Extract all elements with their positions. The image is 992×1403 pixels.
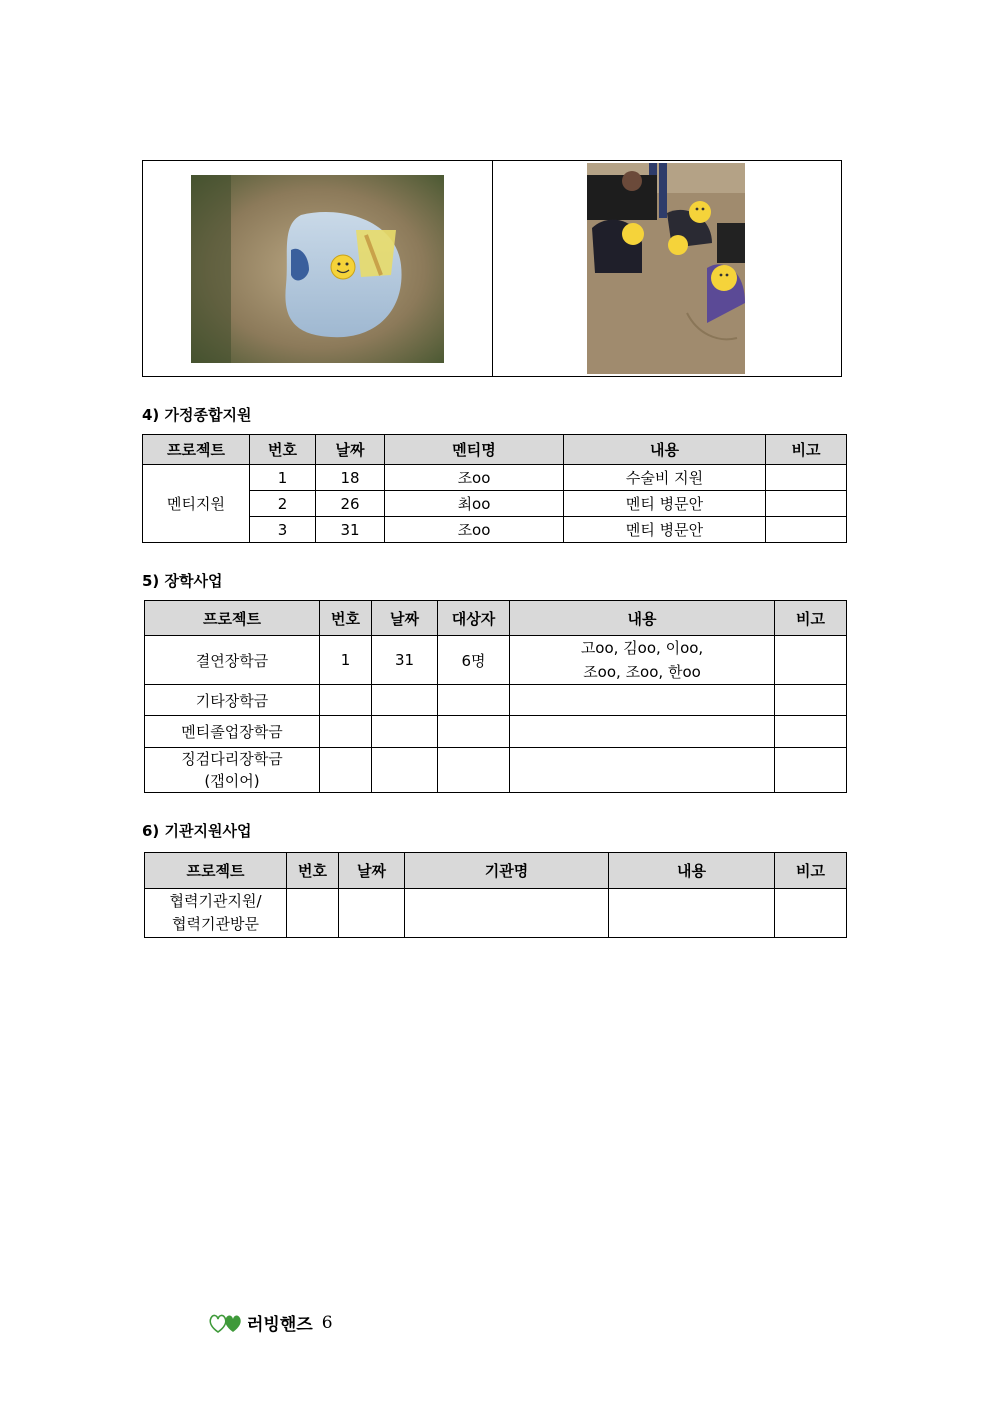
header-organization: 기관명 [405,853,609,889]
page-number: 6 [321,1312,333,1333]
header-content: 내용 [609,853,775,889]
two-hearts-logo-icon [208,1311,244,1335]
header-date: 날짜 [316,435,385,465]
cell-date: 18 [316,465,385,491]
footer-logo [208,1310,333,1335]
table-header-row [145,853,847,889]
project-line: 징검다리장학금 [181,750,283,768]
cell-date: 26 [316,491,385,517]
cell-date [372,685,438,716]
cell-organization [405,889,609,938]
header-project: 프로젝트 [145,853,287,889]
header-target: 대상자 [438,601,510,636]
cell-mentee: 조oo [385,517,564,543]
cell-mentee: 조oo [385,465,564,491]
photo-cell-right [492,161,842,376]
photo-table [142,160,842,377]
header-date: 날짜 [372,601,438,636]
cell-number [287,889,339,938]
table-row [145,889,847,938]
table-header-row [145,601,847,636]
header-number: 번호 [250,435,316,465]
table-header-row [143,435,847,465]
cell-content [510,685,775,716]
section5-table [144,600,847,793]
header-project: 프로젝트 [145,601,320,636]
cell-content [510,748,775,793]
header-note: 비고 [766,435,847,465]
cell-content [510,636,775,685]
table-row [145,748,847,793]
cell-target [438,748,510,793]
cell-date: 31 [316,517,385,543]
cell-note [775,716,847,748]
cell-note [775,636,847,685]
cell-content: 멘티 병문안 [564,517,766,543]
header-number: 번호 [287,853,339,889]
photo-cell-left [143,161,492,376]
header-content: 내용 [510,601,775,636]
cell-target [438,716,510,748]
cell-date [372,748,438,793]
cell-note [775,748,847,793]
cell-note [766,491,847,517]
cell-number: 1 [250,465,316,491]
cell-target: 6명 [438,636,510,685]
section6-heading: 6) 기관지원사업 [142,822,252,840]
cell-date [372,716,438,748]
cell-number [320,716,372,748]
cell-project [145,748,320,793]
table-row [143,465,847,491]
cell-note [775,685,847,716]
project-line: 협력기관방문 [172,915,259,933]
cell-project: 멘티졸업장학금 [145,716,320,748]
table-row [145,636,847,685]
header-number: 번호 [320,601,372,636]
content-line: 고oo, 김oo, 이oo, [580,639,704,657]
header-note: 비고 [775,853,847,889]
header-project: 프로젝트 [143,435,250,465]
sand-hole-photo [191,175,444,363]
cell-date [339,889,405,938]
content-line: 조oo, 조oo, 한oo [583,663,701,681]
cell-project: 결연장학금 [145,636,320,685]
header-note: 비고 [775,601,847,636]
cell-mentee: 최oo [385,491,564,517]
cell-project: 기타장학금 [145,685,320,716]
section4-heading: 4) 가정종합지원 [142,406,252,424]
cell-content: 멘티 병문안 [564,491,766,517]
section4-table [142,434,847,543]
cell-content: 수술비 지원 [564,465,766,491]
table-row [145,716,847,748]
cell-note [766,465,847,491]
header-content: 내용 [564,435,766,465]
cell-number: 1 [320,636,372,685]
logo-text: 러빙핸즈 [247,1315,313,1335]
cell-note [775,889,847,938]
cell-date: 31 [372,636,438,685]
cell-number [320,685,372,716]
table-row [145,685,847,716]
section6-table [144,852,847,938]
project-line: 협력기관지원/ [169,892,262,910]
cell-number: 2 [250,491,316,517]
cell-project [145,889,287,938]
cell-number: 3 [250,517,316,543]
header-mentee: 멘티명 [385,435,564,465]
header-date: 날짜 [339,853,405,889]
cell-content [510,716,775,748]
beach-sand-play-photo [587,163,745,374]
cell-project: 멘티지원 [143,465,250,543]
project-line: (갭이어) [204,772,260,790]
section5-heading: 5) 장학사업 [142,572,223,590]
cell-note [766,517,847,543]
cell-content [609,889,775,938]
cell-number [320,748,372,793]
cell-target [438,685,510,716]
